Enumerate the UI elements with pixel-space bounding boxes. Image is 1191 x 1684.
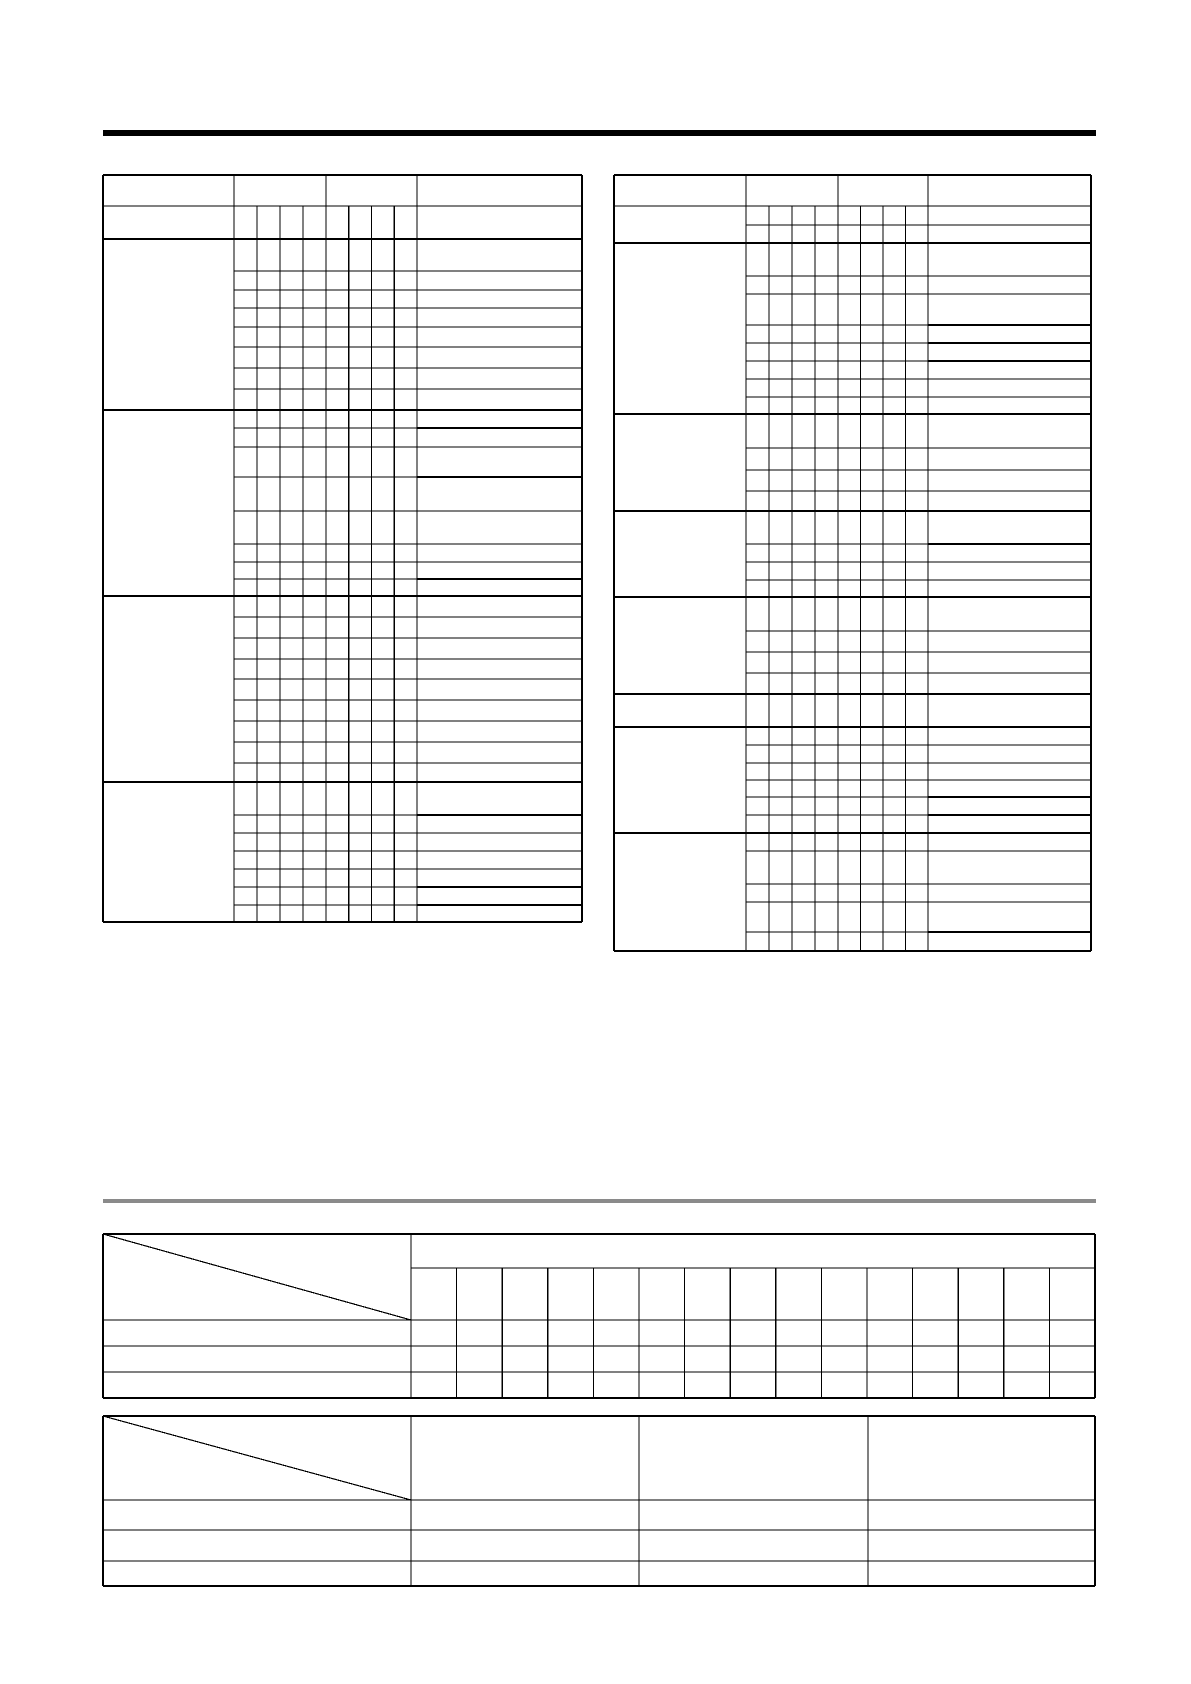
corner-diagonal <box>103 1416 411 1500</box>
